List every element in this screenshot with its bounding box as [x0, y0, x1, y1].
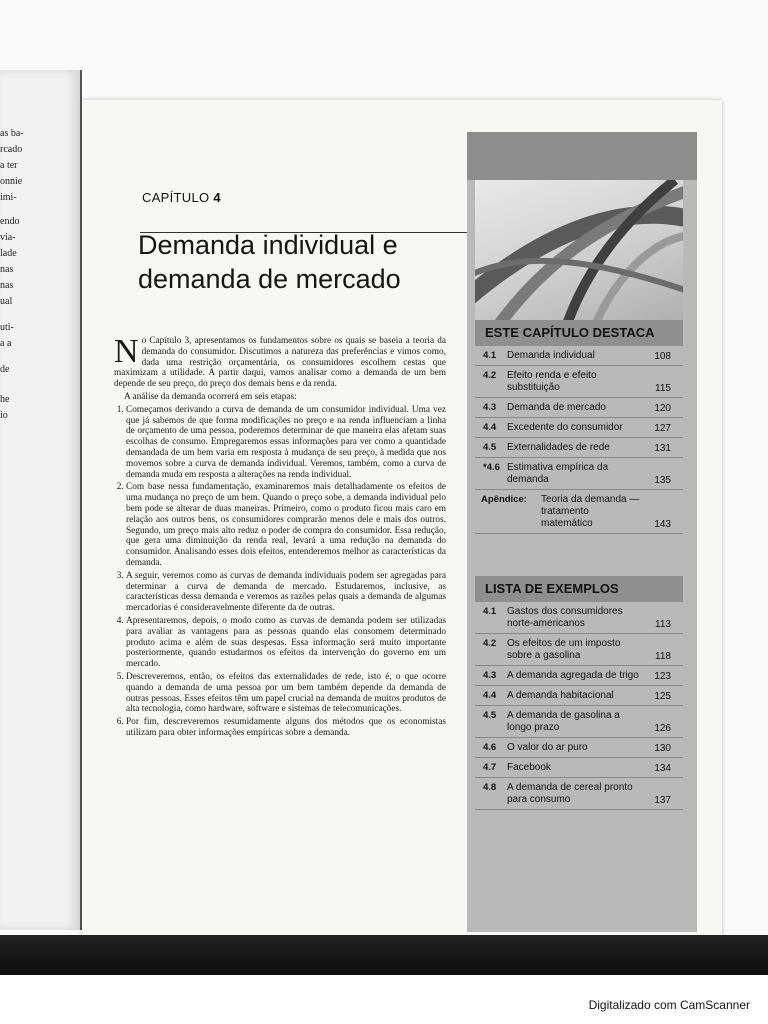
list-item	[475, 438, 683, 458]
page-number: 125	[654, 691, 671, 702]
examples-heading: LISTA DE EXEMPLOS	[475, 576, 683, 602]
section-label: Externalidades de rede	[507, 442, 610, 453]
example-label: Os efeitos de um imposto sobre a gasolina	[507, 638, 621, 661]
left-page-text: a a	[0, 338, 12, 349]
list-item	[475, 346, 683, 366]
section-label: Demanda individual	[507, 350, 595, 361]
list-item	[475, 458, 683, 490]
left-page-text: lade	[0, 248, 17, 259]
list-item	[475, 686, 683, 706]
page-number: 143	[654, 519, 671, 530]
page-number: 127	[654, 423, 671, 434]
book-page	[82, 100, 722, 950]
highlights-heading: ESTE CAPÍTULO DESTACA	[475, 320, 683, 346]
chapter-title	[138, 228, 478, 296]
example-label: A demanda de cereal pronto para consumo	[507, 782, 633, 805]
abstract-curves-image	[475, 180, 683, 320]
list-item	[475, 778, 683, 810]
page-number: 135	[654, 475, 671, 486]
left-page-text: imi-	[0, 192, 17, 203]
examples-list	[475, 602, 683, 810]
section-number: *4.6	[483, 462, 500, 473]
sidebar-top-band	[467, 132, 697, 180]
chapter-label-text: CAPÍTULO	[142, 190, 210, 205]
chapter-sidebar	[467, 132, 697, 932]
appendix-number: Apêndice:	[481, 494, 527, 505]
section-number: 4.5	[483, 442, 497, 453]
left-page-text: a ter	[0, 160, 18, 171]
left-page-text: nas	[0, 264, 14, 275]
left-page-text: io	[0, 410, 8, 421]
list-item	[475, 398, 683, 418]
left-page-text: onnie	[0, 176, 23, 187]
list-item	[475, 418, 683, 438]
chapter-title-line: demanda de mercado	[138, 264, 401, 294]
page-number: 118	[655, 651, 671, 662]
page-number: 134	[654, 763, 671, 774]
list-item: 2. Com base nessa fundamentação, examinaremos mais detalhadamente os efeitos de uma mudança no preço de um bem. Quando o preço sobe, a demanda individual pelo bem pode se alterar de duas maneiras. Primeiro, como o produto ficou mais caro em relação aos outros bens, os consumidores comprarão menos dele e mais dos outros. Segundo, um preço mais alto reduz o poder de compra do consumidor. Essa redução, que gera uma diminuição da renda real, levará a uma redução na demanda do consumidor. Analisando esses dois efeitos, entenderemos melhor as características da demanda.	[126, 482, 446, 568]
chapter-title-line: Demanda individual e	[138, 230, 398, 260]
left-page-text: ual	[0, 296, 13, 307]
left-page-text: rcado	[0, 144, 23, 155]
section-label: Demanda de mercado	[507, 402, 606, 413]
page-number: 108	[654, 351, 671, 362]
example-number: 4.1	[483, 606, 497, 617]
list-item: 1. Começamos derivando a curva de demanda de um consumidor individual. Uma vez que já sabemos de que forma modificações no preço e na renda influenciam a linha de orçamento de uma pessoa, poderemos determinar de que maneira elas afetam suas escolhas de consumo. Empregaremos essas informações para ver como a quantidade demandada de um bem varia em resposta à mudança de seu preço, à medida que nos movemos sobre a curva de demanda individual. Veremos, também, como a curva de demanda muda em resposta a alterações na renda individual.	[126, 405, 446, 481]
scanner-watermark: Digitalizado com CamScanner	[588, 998, 750, 1012]
example-label: Gastos dos consumidores norte-americanos	[507, 606, 623, 629]
example-number: 4.3	[483, 670, 497, 681]
list-item: 4. Apresentaremos, depois, o modo como as curvas de demanda podem ser utilizadas para avaliar as vantagens para as pessoas quando elas consomem determinado produto acima e além de suas despesas. Essa informação será muito importante posteriormente, quando estudarmos os efeitos da intervenção do governo em um mercado.	[126, 616, 446, 670]
appendix-label: Teoria da demanda — tratamento matemático	[541, 494, 640, 529]
intro-text: o Capítulo 3, apresentamos os fundamentos sobre os quais se baseia a teoria da demanda do consumidor. Discutimos a natureza das preferências e vimos como, dada uma restrição orçamentária, os consumidores escolhem cestas que maximizam a utilidade. A partir daqui, vamos analisar como a demanda de um bem depende de seu preço, do preço dos demais bens e da renda.	[114, 336, 446, 390]
example-label: A demanda de gasolina a longo prazo	[507, 710, 620, 733]
list-item	[475, 666, 683, 686]
example-number: 4.7	[483, 762, 497, 773]
stages-list	[114, 405, 446, 739]
example-number: 4.5	[483, 710, 497, 721]
left-page-text: uti-	[0, 322, 14, 333]
section-number: 4.2	[483, 370, 497, 381]
page-number: 126	[654, 723, 671, 734]
list-item	[475, 366, 683, 398]
left-page-text: via-	[0, 232, 16, 243]
left-page-text: he	[0, 394, 10, 405]
example-number: 4.6	[483, 742, 497, 753]
list-item	[475, 706, 683, 738]
example-number: 4.2	[483, 638, 497, 649]
left-page-text: as ba-	[0, 128, 24, 139]
list-item	[475, 634, 683, 666]
example-label: A demanda agregada de trigo	[507, 670, 639, 681]
example-number: 4.8	[483, 782, 497, 793]
section-number: 4.4	[483, 422, 497, 433]
intro-paragraph	[114, 333, 446, 390]
left-page-text: de	[0, 364, 10, 375]
stages-intro: A análise da demanda ocorrerá em seis etapas:	[124, 391, 297, 402]
section-label: Efeito renda e efeito substituição	[507, 370, 597, 393]
list-item	[475, 602, 683, 634]
example-number: 4.4	[483, 690, 497, 701]
page-number: 113	[655, 619, 671, 630]
page-number: 123	[654, 671, 671, 682]
left-page-text: nas	[0, 280, 14, 291]
left-page-text: endo	[0, 216, 20, 227]
list-item	[475, 758, 683, 778]
example-label: O valor do ar puro	[507, 742, 588, 753]
page-number: 137	[654, 795, 671, 806]
list-item: 5. Descreveremos, então, os efeitos das externalidades de rede, isto é, o que ocorre quando a demanda de uma pessoa por um bem também depende da demanda de outras pessoas. Esses efeitos têm um papel crucial na demanda de muitos produtos de alta tecnologia, como hardware, software e sistemas de telecomunicações.	[126, 672, 446, 715]
page-number: 120	[654, 403, 671, 414]
section-label: Estimativa empírica da demanda	[507, 462, 609, 485]
example-label: A demanda habitacional	[507, 690, 614, 701]
list-item: 3. A seguir, veremos como as curvas de demanda individuais podem ser agregadas para determinar a curva de demanda de mercado. Estudaremos, inclusive, as características dessa demanda e veremos as razões pelas quais a demanda de algumas mercadorias é consideravelmente diferente da de outras.	[126, 571, 446, 614]
page-number: 130	[654, 743, 671, 754]
highlights-list	[475, 346, 683, 534]
abstract-photo	[475, 180, 683, 320]
section-label: Excedente do consumidor	[507, 422, 623, 433]
section-number: 4.1	[483, 350, 497, 361]
page-number: 131	[654, 443, 671, 454]
desk-shadow	[0, 935, 768, 975]
section-number: 4.3	[483, 402, 497, 413]
list-item: 6. Por fim, descreveremos resumidamente alguns dos métodos que os economistas utilizam para obter informações empíricas sobre a demanda.	[126, 717, 446, 739]
page-number: 115	[655, 383, 671, 394]
example-label: Facebook	[507, 762, 551, 773]
list-item	[475, 738, 683, 758]
drop-cap: N	[114, 333, 139, 370]
left-page-fragment	[0, 70, 82, 930]
chapter-label	[142, 190, 221, 205]
appendix-item	[475, 490, 683, 534]
chapter-intro	[114, 333, 446, 741]
chapter-number: 4	[213, 190, 221, 205]
